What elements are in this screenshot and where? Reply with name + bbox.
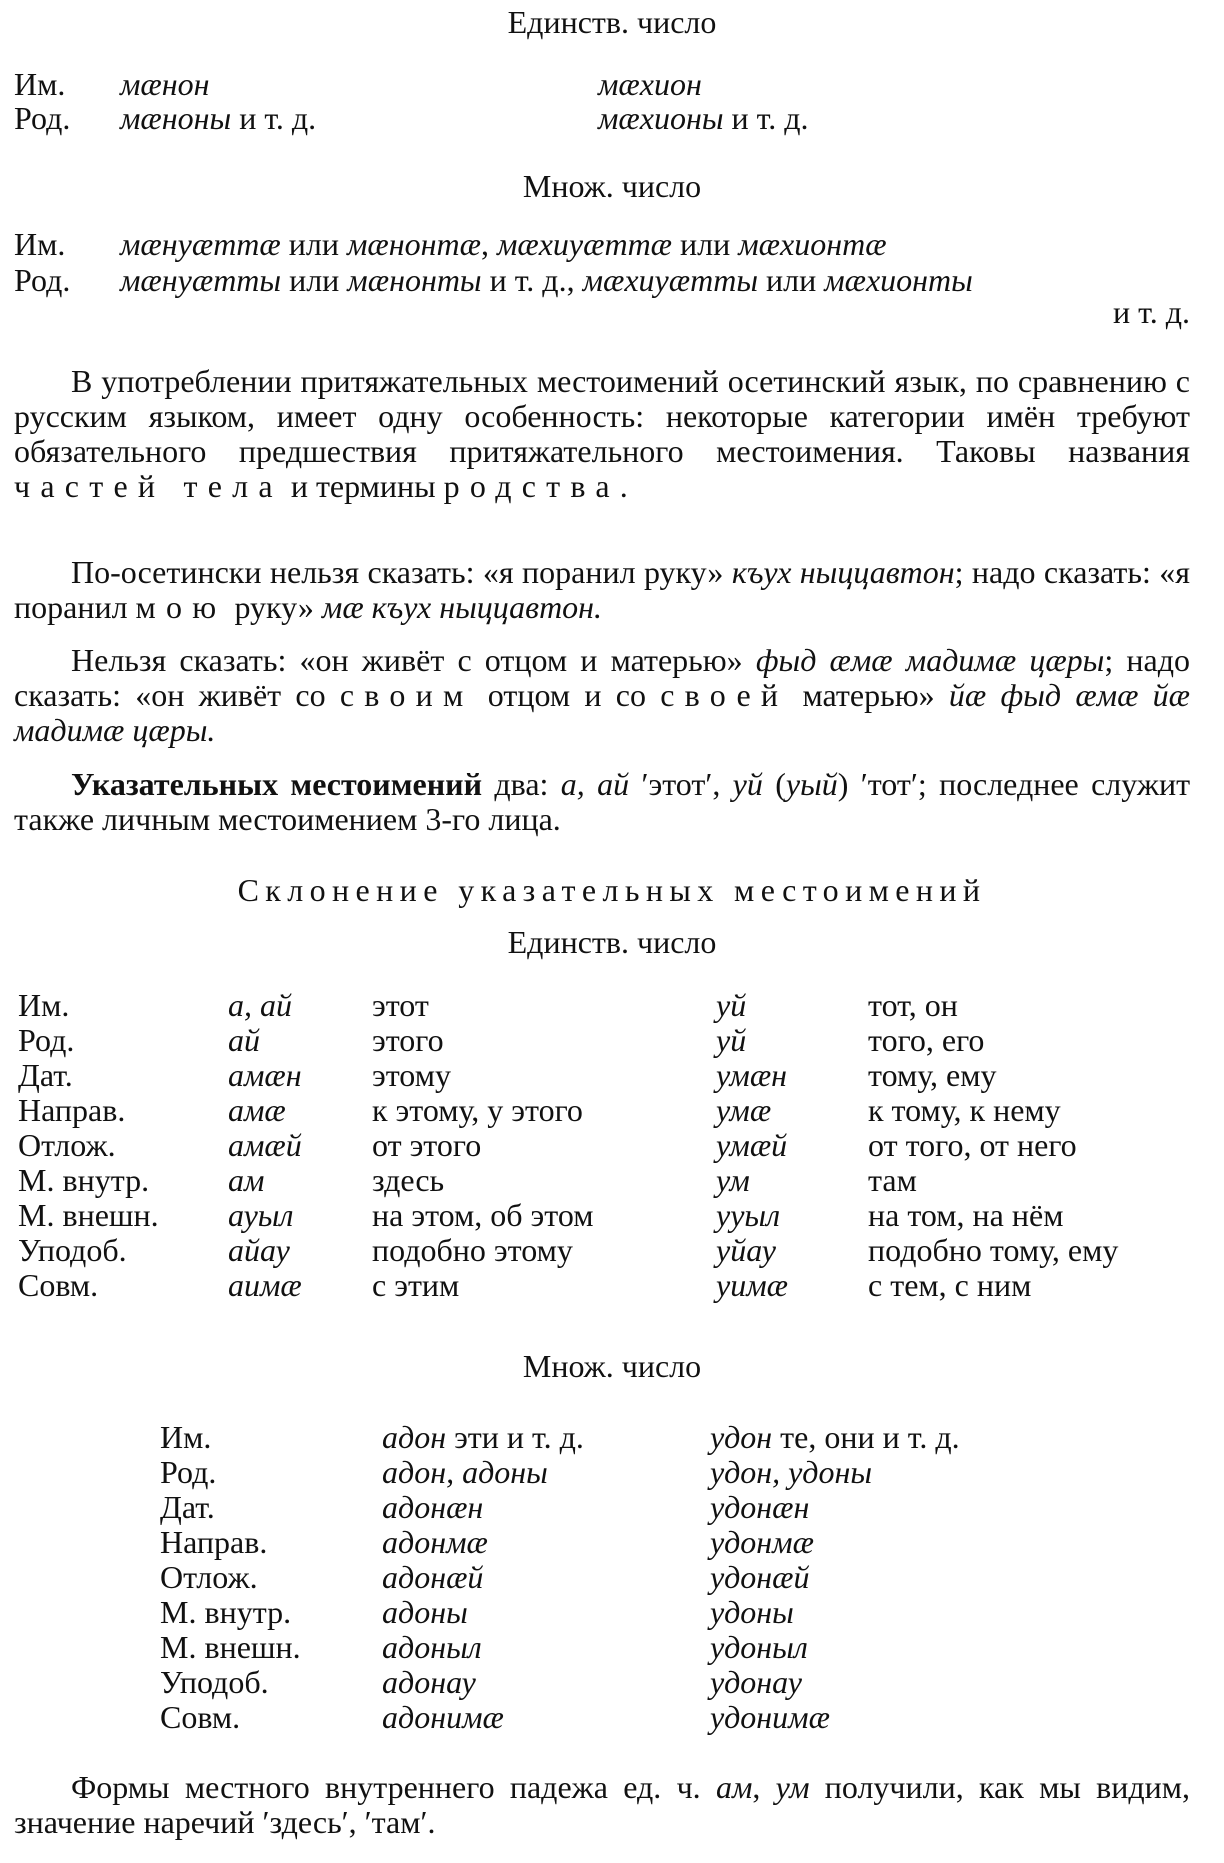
form-my: мæноны и т. д. — [120, 100, 317, 136]
far-translation: на том, на нём — [868, 1197, 1064, 1233]
near-form: адонау — [382, 1664, 476, 1700]
far-form: удонмæ — [710, 1524, 814, 1560]
paragraph-possessive-usage: В употреблении притяжательных местоимений осетинский язык, по сравнению с русским языком, имеет одну особенность: некоторые категории имён требуют обязательного предшествия притяжательного местоимения. Таковы названия частей тела и термины родства. — [14, 363, 1190, 504]
near-form: а, ай — [228, 987, 292, 1023]
far-form: удоны — [710, 1594, 794, 1630]
far-form: удонау — [710, 1664, 802, 1700]
near-translation: к этому, у этого — [372, 1092, 583, 1128]
case-label: М. внешн. — [18, 1197, 159, 1233]
section-heading-singular: Единств. число — [507, 4, 717, 40]
near-translation: этому — [372, 1057, 451, 1093]
near-form: адонæн — [382, 1489, 484, 1525]
near-translation: этого — [372, 1022, 444, 1058]
far-translation: того, его — [868, 1022, 985, 1058]
far-form: ум — [716, 1162, 750, 1198]
far-translation: тот, он — [868, 987, 958, 1023]
far-form: умæй — [716, 1127, 788, 1163]
case-label: М. внутр. — [18, 1162, 150, 1198]
near-form: амæ — [228, 1092, 286, 1128]
case-label: М. внешн. — [160, 1629, 301, 1665]
far-form: ууыл — [716, 1197, 781, 1233]
form-own: мæхион — [598, 66, 702, 102]
near-form: ауыл — [228, 1197, 294, 1233]
case-label: Уподоб. — [18, 1232, 127, 1268]
plural-line-continuation: и т. д. — [1113, 294, 1190, 330]
case-label: Отлож. — [18, 1127, 116, 1163]
near-form: ай — [228, 1022, 260, 1058]
case-label: Им. — [18, 987, 70, 1023]
paragraph-example-parents: Нельзя сказать: «он живёт с отцом и матерью» фыд æмæ мадимæ цæры; надо сказать: «он живёт со своим отцом и со своей матерью» йæ фыд æмæ йæ мадимæ цæры. — [14, 642, 1191, 748]
case-label: Совм. — [18, 1267, 99, 1303]
far-form: удон те, они и т. д. — [710, 1419, 960, 1455]
near-form: адоны — [382, 1594, 468, 1630]
section-heading-plural: Множ. число — [522, 1348, 702, 1384]
near-form: адон, адоны — [382, 1454, 548, 1490]
far-form: удонæй — [710, 1559, 810, 1595]
far-translation: подобно тому, ему — [868, 1232, 1119, 1268]
case-label: Дат. — [160, 1489, 215, 1525]
case-label: Им. — [160, 1419, 212, 1455]
plural-line-genitive: Род. мæнуæтты или мæнонты и т. д., мæхиуæтты или мæхионты — [14, 262, 973, 298]
case-label: Род. — [14, 100, 71, 136]
case-label: Дат. — [18, 1057, 73, 1093]
case-label: М. внутр. — [160, 1594, 292, 1630]
near-translation: здесь — [372, 1162, 445, 1198]
case-label: Род. — [160, 1454, 217, 1490]
paragraph-example-hand: По-осетински нельзя сказать: «я поранил руку» къух ныццавтон; надо сказать: «я поранил мою руку» мæ къух ныццавтон. — [14, 554, 1191, 625]
near-form: аимæ — [228, 1267, 302, 1303]
near-form: амæн — [228, 1057, 302, 1093]
far-translation: с тем, с ним — [868, 1267, 1032, 1303]
form-my: мæнон — [120, 66, 210, 102]
case-label: Совм. — [160, 1699, 241, 1735]
paragraph-demonstratives: Указательных местоимений два: а, ай ʹэтотʹ, уй (уый) ʹтотʹ; последнее служит также личным местоимением 3-го лица. — [14, 766, 1191, 837]
far-form: уй — [716, 1022, 747, 1058]
far-translation: от того, от него — [868, 1127, 1077, 1163]
far-translation: тому, ему — [868, 1057, 997, 1093]
case-label: Уподоб. — [160, 1664, 269, 1700]
far-translation: там — [868, 1162, 917, 1198]
near-form: амæй — [228, 1127, 302, 1163]
far-form: удонимæ — [710, 1699, 830, 1735]
far-form: удонæн — [710, 1489, 810, 1525]
near-translation: от этого — [372, 1127, 482, 1163]
far-form: удон, удоны — [710, 1454, 873, 1490]
far-form: уимæ — [716, 1267, 788, 1303]
plural-line-nominative: Им. мæнуæттæ или мæнонтæ, мæхиуæттæ или мæхионтæ — [14, 226, 887, 262]
near-form: айау — [228, 1232, 290, 1268]
near-form: адонæй — [382, 1559, 484, 1595]
near-form: адонимæ — [382, 1699, 504, 1735]
far-form: умæн — [716, 1057, 788, 1093]
case-label: Направ. — [160, 1524, 268, 1560]
near-form: адонмæ — [382, 1524, 488, 1560]
far-form: уйау — [716, 1232, 776, 1268]
far-form: удоныл — [710, 1629, 808, 1665]
case-label: Направ. — [18, 1092, 126, 1128]
form-own: мæхионы и т. д. — [598, 100, 809, 136]
case-label: Отлож. — [160, 1559, 258, 1595]
case-label: Род. — [18, 1022, 75, 1058]
near-translation: на этом, об этом — [372, 1197, 594, 1233]
section-heading-plural: Множ. число — [522, 168, 702, 204]
far-translation: к тому, к нему — [868, 1092, 1061, 1128]
near-translation: этот — [372, 987, 429, 1023]
near-form: ам — [228, 1162, 265, 1198]
section-heading-singular: Единств. число — [507, 924, 717, 960]
near-translation: подобно этому — [372, 1232, 573, 1268]
near-translation: с этим — [372, 1267, 460, 1303]
paragraph-locative-adverbs: Формы местного внутреннего падежа ед. ч. ам, ум получили, как мы видим, значение наречий ʹздесьʹ, ʹтамʹ. — [14, 1769, 1191, 1840]
far-form: уй — [716, 987, 747, 1023]
case-label: Им. — [14, 66, 66, 102]
near-form: адоныл — [382, 1629, 482, 1665]
near-form: адон эти и т. д. — [382, 1419, 584, 1455]
far-form: умæ — [716, 1092, 772, 1128]
table-title: Склонение указательных местоимений — [237, 872, 987, 908]
